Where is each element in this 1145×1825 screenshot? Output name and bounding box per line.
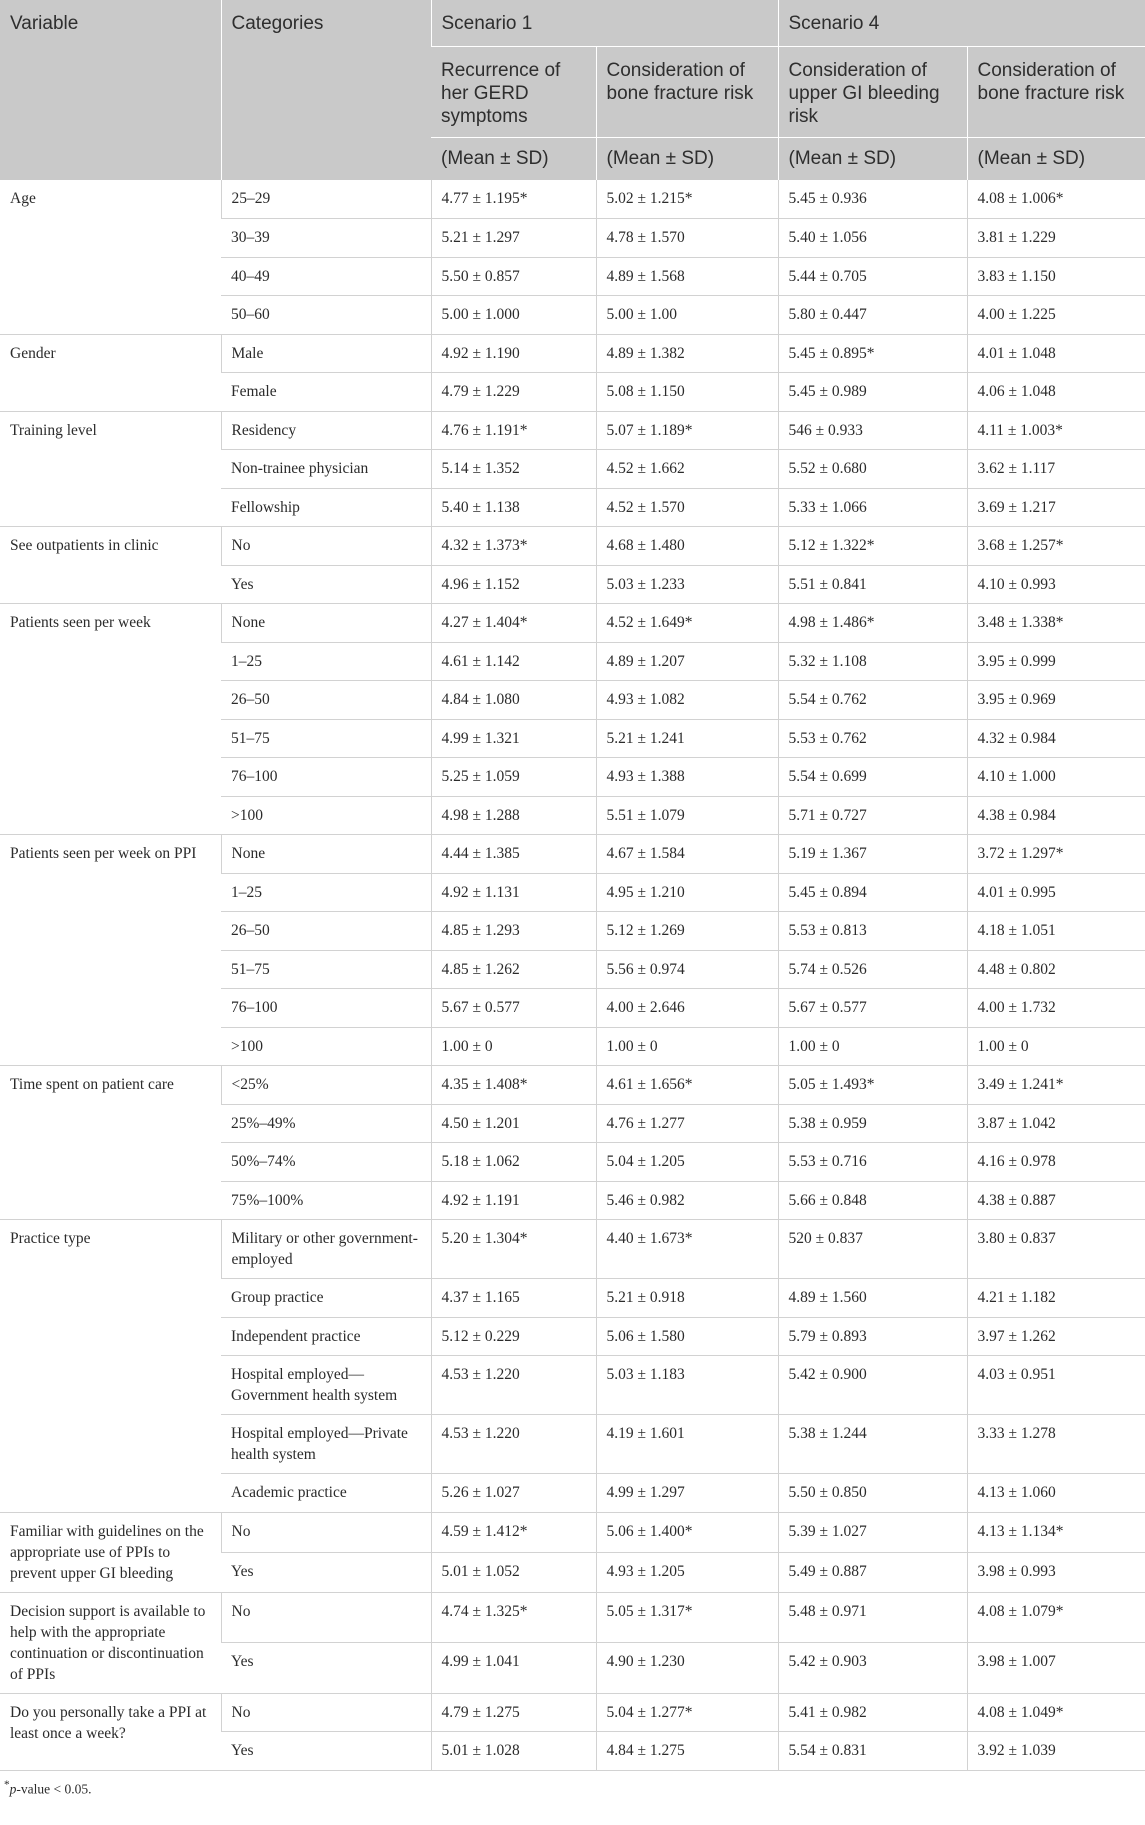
header-scenario-1: Scenario 1: [431, 0, 778, 47]
value-cell: 5.54 ± 0.762: [778, 681, 967, 720]
value-cell: 3.68 ± 1.257*: [967, 527, 1145, 566]
header-scenario-4: Scenario 4: [778, 0, 1145, 47]
category-cell: Yes: [221, 565, 431, 604]
value-cell: 3.80 ± 0.837: [967, 1220, 1145, 1279]
category-cell: Yes: [221, 1643, 431, 1694]
value-cell: 5.07 ± 1.189*: [596, 411, 778, 450]
value-cell: 5.04 ± 1.205: [596, 1143, 778, 1182]
variable-cell: Decision support is available to help with the appropriate continuation or discontinuation of PPIs: [0, 1592, 221, 1693]
value-cell: 4.93 ± 1.082: [596, 681, 778, 720]
category-cell: 25–29: [221, 180, 431, 219]
value-cell: 5.19 ± 1.367: [778, 835, 967, 874]
value-cell: 3.48 ± 1.338*: [967, 604, 1145, 643]
value-cell: 3.92 ± 1.039: [967, 1732, 1145, 1771]
value-cell: 5.08 ± 1.150: [596, 373, 778, 412]
category-cell: Female: [221, 373, 431, 412]
value-cell: 4.79 ± 1.275: [431, 1693, 596, 1732]
table-row: [0, 411, 1145, 450]
value-cell: 3.83 ± 1.150: [967, 257, 1145, 296]
table-row: [0, 1592, 1145, 1643]
value-cell: 4.99 ± 1.297: [596, 1474, 778, 1513]
value-cell: 5.26 ± 1.027: [431, 1474, 596, 1513]
value-cell: 4.85 ± 1.293: [431, 912, 596, 951]
value-cell: 5.49 ± 0.887: [778, 1552, 967, 1592]
value-cell: 1.00 ± 0: [967, 1027, 1145, 1066]
category-cell: No: [221, 527, 431, 566]
value-cell: 5.79 ± 0.893: [778, 1317, 967, 1356]
value-cell: 3.87 ± 1.042: [967, 1104, 1145, 1143]
value-cell: 4.44 ± 1.385: [431, 835, 596, 874]
value-cell: 5.18 ± 1.062: [431, 1143, 596, 1182]
category-cell: <25%: [221, 1066, 431, 1105]
value-cell: 4.08 ± 1.006*: [967, 180, 1145, 219]
value-cell: 4.95 ± 1.210: [596, 873, 778, 912]
value-cell: 4.52 ± 1.649*: [596, 604, 778, 643]
value-cell: 4.92 ± 1.191: [431, 1181, 596, 1220]
value-cell: 3.49 ± 1.241*: [967, 1066, 1145, 1105]
value-cell: 4.74 ± 1.325*: [431, 1592, 596, 1643]
value-cell: 5.40 ± 1.138: [431, 488, 596, 527]
value-cell: 3.81 ± 1.229: [967, 219, 1145, 258]
header-s1-bone-fracture: Consideration of bone fracture risk: [596, 47, 778, 138]
value-cell: 5.51 ± 1.079: [596, 796, 778, 835]
value-cell: 4.84 ± 1.275: [596, 1732, 778, 1771]
value-cell: 5.03 ± 1.233: [596, 565, 778, 604]
value-cell: 4.52 ± 1.662: [596, 450, 778, 489]
variable-cell: Age: [0, 180, 221, 334]
value-cell: 4.19 ± 1.601: [596, 1415, 778, 1474]
table-row: [0, 527, 1145, 566]
value-cell: 5.00 ± 1.00: [596, 296, 778, 335]
variable-cell: Patients seen per week: [0, 604, 221, 835]
value-cell: 4.92 ± 1.190: [431, 334, 596, 373]
footnote-p: p: [9, 1781, 17, 1796]
value-cell: 5.54 ± 0.831: [778, 1732, 967, 1771]
value-cell: 1.00 ± 0: [596, 1027, 778, 1066]
table-row: [0, 180, 1145, 219]
value-cell: 4.01 ± 0.995: [967, 873, 1145, 912]
header-categories: Categories: [221, 0, 431, 180]
value-cell: 5.21 ± 1.297: [431, 219, 596, 258]
value-cell: 4.32 ± 0.984: [967, 719, 1145, 758]
value-cell: 4.08 ± 1.079*: [967, 1592, 1145, 1643]
value-cell: 4.03 ± 0.951: [967, 1356, 1145, 1415]
value-cell: 1.00 ± 0: [778, 1027, 967, 1066]
value-cell: 3.98 ± 0.993: [967, 1552, 1145, 1592]
header-variable: Variable: [0, 0, 221, 180]
category-cell: Yes: [221, 1732, 431, 1771]
category-cell: Fellowship: [221, 488, 431, 527]
value-cell: 4.40 ± 1.673*: [596, 1220, 778, 1279]
value-cell: 3.69 ± 1.217: [967, 488, 1145, 527]
value-cell: 5.46 ± 0.982: [596, 1181, 778, 1220]
variable-cell: Familiar with guidelines on the appropriate use of PPIs to prevent upper GI bleeding: [0, 1512, 221, 1592]
value-cell: 4.76 ± 1.277: [596, 1104, 778, 1143]
value-cell: 5.50 ± 0.857: [431, 257, 596, 296]
value-cell: 5.50 ± 0.850: [778, 1474, 967, 1513]
value-cell: 5.12 ± 1.322*: [778, 527, 967, 566]
value-cell: 4.00 ± 2.646: [596, 989, 778, 1028]
category-cell: 51–75: [221, 719, 431, 758]
value-cell: 4.85 ± 1.262: [431, 950, 596, 989]
value-cell: 5.53 ± 0.762: [778, 719, 967, 758]
value-cell: 1.00 ± 0: [431, 1027, 596, 1066]
value-cell: 5.53 ± 0.716: [778, 1143, 967, 1182]
value-cell: 5.20 ± 1.304*: [431, 1220, 596, 1279]
header-s4-bone-fracture: Consideration of bone fracture risk: [967, 47, 1145, 138]
category-cell: No: [221, 1512, 431, 1552]
value-cell: 5.05 ± 1.317*: [596, 1592, 778, 1643]
value-cell: 5.03 ± 1.183: [596, 1356, 778, 1415]
value-cell: 4.16 ± 0.978: [967, 1143, 1145, 1182]
category-cell: 50–60: [221, 296, 431, 335]
value-cell: 4.68 ± 1.480: [596, 527, 778, 566]
value-cell: 5.39 ± 1.027: [778, 1512, 967, 1552]
value-cell: 5.21 ± 1.241: [596, 719, 778, 758]
value-cell: 4.93 ± 1.388: [596, 758, 778, 797]
value-cell: 5.02 ± 1.215*: [596, 180, 778, 219]
value-cell: 5.80 ± 0.447: [778, 296, 967, 335]
value-cell: 5.67 ± 0.577: [431, 989, 596, 1028]
value-cell: 5.04 ± 1.277*: [596, 1693, 778, 1732]
value-cell: 4.98 ± 1.288: [431, 796, 596, 835]
category-cell: No: [221, 1693, 431, 1732]
category-cell: Male: [221, 334, 431, 373]
value-cell: 4.35 ± 1.408*: [431, 1066, 596, 1105]
value-cell: 5.54 ± 0.699: [778, 758, 967, 797]
category-cell: >100: [221, 796, 431, 835]
value-cell: 5.12 ± 0.229: [431, 1317, 596, 1356]
value-cell: 5.05 ± 1.493*: [778, 1066, 967, 1105]
variable-cell: See outpatients in clinic: [0, 527, 221, 604]
category-cell: 1–25: [221, 873, 431, 912]
value-cell: 4.61 ± 1.142: [431, 642, 596, 681]
category-cell: 51–75: [221, 950, 431, 989]
value-cell: 4.52 ± 1.570: [596, 488, 778, 527]
variable-cell: Patients seen per week on PPI: [0, 835, 221, 1066]
value-cell: 4.01 ± 1.048: [967, 334, 1145, 373]
value-cell: 5.33 ± 1.066: [778, 488, 967, 527]
value-cell: 4.50 ± 1.201: [431, 1104, 596, 1143]
value-cell: 5.01 ± 1.052: [431, 1552, 596, 1592]
category-cell: Group practice: [221, 1279, 431, 1318]
value-cell: 3.72 ± 1.297*: [967, 835, 1145, 874]
value-cell: 5.06 ± 1.400*: [596, 1512, 778, 1552]
value-cell: 3.33 ± 1.278: [967, 1415, 1145, 1474]
variable-cell: Gender: [0, 334, 221, 411]
value-cell: 4.13 ± 1.134*: [967, 1512, 1145, 1552]
value-cell: 5.14 ± 1.352: [431, 450, 596, 489]
value-cell: 4.32 ± 1.373*: [431, 527, 596, 566]
value-cell: 5.71 ± 0.727: [778, 796, 967, 835]
category-cell: Academic practice: [221, 1474, 431, 1513]
value-cell: 4.59 ± 1.412*: [431, 1512, 596, 1552]
variable-cell: Practice type: [0, 1220, 221, 1513]
category-cell: 50%–74%: [221, 1143, 431, 1182]
value-cell: 4.38 ± 0.984: [967, 796, 1145, 835]
category-cell: No: [221, 1592, 431, 1643]
value-cell: 5.52 ± 0.680: [778, 450, 967, 489]
value-cell: 5.42 ± 0.903: [778, 1643, 967, 1694]
value-cell: 5.12 ± 1.269: [596, 912, 778, 951]
value-cell: 4.84 ± 1.080: [431, 681, 596, 720]
value-cell: 4.27 ± 1.404*: [431, 604, 596, 643]
variable-cell: Time spent on patient care: [0, 1066, 221, 1220]
category-cell: Non-trainee physician: [221, 450, 431, 489]
value-cell: 5.45 ± 0.936: [778, 180, 967, 219]
value-cell: 4.00 ± 1.732: [967, 989, 1145, 1028]
value-cell: 5.53 ± 0.813: [778, 912, 967, 951]
table-row: [0, 604, 1145, 643]
table-row: [0, 835, 1145, 874]
value-cell: 5.51 ± 0.841: [778, 565, 967, 604]
category-cell: 76–100: [221, 989, 431, 1028]
category-cell: None: [221, 835, 431, 874]
value-cell: 4.08 ± 1.049*: [967, 1693, 1145, 1732]
value-cell: 4.48 ± 0.802: [967, 950, 1145, 989]
value-cell: 5.56 ± 0.974: [596, 950, 778, 989]
value-cell: 5.45 ± 0.894: [778, 873, 967, 912]
table-row: [0, 1066, 1145, 1105]
value-cell: 4.11 ± 1.003*: [967, 411, 1145, 450]
value-cell: 5.40 ± 1.056: [778, 219, 967, 258]
value-cell: 4.76 ± 1.191*: [431, 411, 596, 450]
footnote: [0, 1771, 1145, 1798]
value-cell: 5.42 ± 0.900: [778, 1356, 967, 1415]
value-cell: 4.77 ± 1.195*: [431, 180, 596, 219]
category-cell: 40–49: [221, 257, 431, 296]
value-cell: 4.37 ± 1.165: [431, 1279, 596, 1318]
value-cell: 4.61 ± 1.656*: [596, 1066, 778, 1105]
variable-cell: Training level: [0, 411, 221, 527]
value-cell: 3.97 ± 1.262: [967, 1317, 1145, 1356]
category-cell: 25%–49%: [221, 1104, 431, 1143]
value-cell: 5.21 ± 0.918: [596, 1279, 778, 1318]
value-cell: 5.48 ± 0.971: [778, 1592, 967, 1643]
header-mean-sd: (Mean ± SD): [967, 138, 1145, 181]
category-cell: Yes: [221, 1552, 431, 1592]
header-mean-sd: (Mean ± SD): [778, 138, 967, 181]
value-cell: 5.45 ± 0.989: [778, 373, 967, 412]
value-cell: 5.32 ± 1.108: [778, 642, 967, 681]
value-cell: 4.89 ± 1.568: [596, 257, 778, 296]
value-cell: 5.01 ± 1.028: [431, 1732, 596, 1771]
value-cell: 4.18 ± 1.051: [967, 912, 1145, 951]
value-cell: 4.99 ± 1.041: [431, 1643, 596, 1694]
value-cell: 4.67 ± 1.584: [596, 835, 778, 874]
value-cell: 5.67 ± 0.577: [778, 989, 967, 1028]
value-cell: 4.78 ± 1.570: [596, 219, 778, 258]
header-s4-gi-bleeding: Consideration of upper GI bleeding risk: [778, 47, 967, 138]
value-cell: 4.53 ± 1.220: [431, 1415, 596, 1474]
value-cell: 4.92 ± 1.131: [431, 873, 596, 912]
category-cell: Residency: [221, 411, 431, 450]
value-cell: 4.21 ± 1.182: [967, 1279, 1145, 1318]
value-cell: 4.10 ± 1.000: [967, 758, 1145, 797]
value-cell: 3.95 ± 0.969: [967, 681, 1145, 720]
table-row: [0, 1512, 1145, 1552]
value-cell: 4.89 ± 1.560: [778, 1279, 967, 1318]
value-cell: 4.90 ± 1.230: [596, 1643, 778, 1694]
variable-cell: Do you personally take a PPI at least once a week?: [0, 1693, 221, 1770]
header-mean-sd: (Mean ± SD): [431, 138, 596, 181]
value-cell: 4.98 ± 1.486*: [778, 604, 967, 643]
value-cell: 3.98 ± 1.007: [967, 1643, 1145, 1694]
value-cell: 4.13 ± 1.060: [967, 1474, 1145, 1513]
header-mean-sd: (Mean ± SD): [596, 138, 778, 181]
category-cell: 1–25: [221, 642, 431, 681]
value-cell: 3.95 ± 0.999: [967, 642, 1145, 681]
table-row: [0, 334, 1145, 373]
value-cell: 4.96 ± 1.152: [431, 565, 596, 604]
value-cell: 4.38 ± 0.887: [967, 1181, 1145, 1220]
value-cell: 4.89 ± 1.382: [596, 334, 778, 373]
table-row: [0, 1220, 1145, 1279]
value-cell: 5.44 ± 0.705: [778, 257, 967, 296]
value-cell: 5.74 ± 0.526: [778, 950, 967, 989]
value-cell: 4.53 ± 1.220: [431, 1356, 596, 1415]
value-cell: 4.79 ± 1.229: [431, 373, 596, 412]
category-cell: 30–39: [221, 219, 431, 258]
value-cell: 5.00 ± 1.000: [431, 296, 596, 335]
category-cell: 75%–100%: [221, 1181, 431, 1220]
table-row: [0, 1693, 1145, 1732]
value-cell: 5.38 ± 1.244: [778, 1415, 967, 1474]
value-cell: 520 ± 0.837: [778, 1220, 967, 1279]
value-cell: 5.38 ± 0.959: [778, 1104, 967, 1143]
table-header: [0, 0, 1145, 180]
category-cell: Hospital employed—Government health system: [221, 1356, 431, 1415]
category-cell: Hospital employed—Private health system: [221, 1415, 431, 1474]
header-s1-recurrence: Recurrence of her GERD symptoms: [431, 47, 596, 138]
category-cell: >100: [221, 1027, 431, 1066]
value-cell: 5.66 ± 0.848: [778, 1181, 967, 1220]
value-cell: 5.45 ± 0.895*: [778, 334, 967, 373]
value-cell: 4.89 ± 1.207: [596, 642, 778, 681]
category-cell: 26–50: [221, 681, 431, 720]
value-cell: 5.25 ± 1.059: [431, 758, 596, 797]
value-cell: 4.93 ± 1.205: [596, 1552, 778, 1592]
value-cell: 4.10 ± 0.993: [967, 565, 1145, 604]
value-cell: 5.41 ± 0.982: [778, 1693, 967, 1732]
value-cell: 5.06 ± 1.580: [596, 1317, 778, 1356]
footnote-mark: *: [4, 1778, 10, 1791]
value-cell: 4.99 ± 1.321: [431, 719, 596, 758]
table-body: [0, 180, 1145, 1770]
value-cell: 4.06 ± 1.048: [967, 373, 1145, 412]
category-cell: Independent practice: [221, 1317, 431, 1356]
category-cell: Military or other government-employed: [221, 1220, 431, 1279]
category-cell: 26–50: [221, 912, 431, 951]
category-cell: None: [221, 604, 431, 643]
category-cell: 76–100: [221, 758, 431, 797]
value-cell: 4.00 ± 1.225: [967, 296, 1145, 335]
value-cell: 3.62 ± 1.117: [967, 450, 1145, 489]
value-cell: 546 ± 0.933: [778, 411, 967, 450]
footnote-text: -value < 0.05.: [16, 1781, 92, 1796]
